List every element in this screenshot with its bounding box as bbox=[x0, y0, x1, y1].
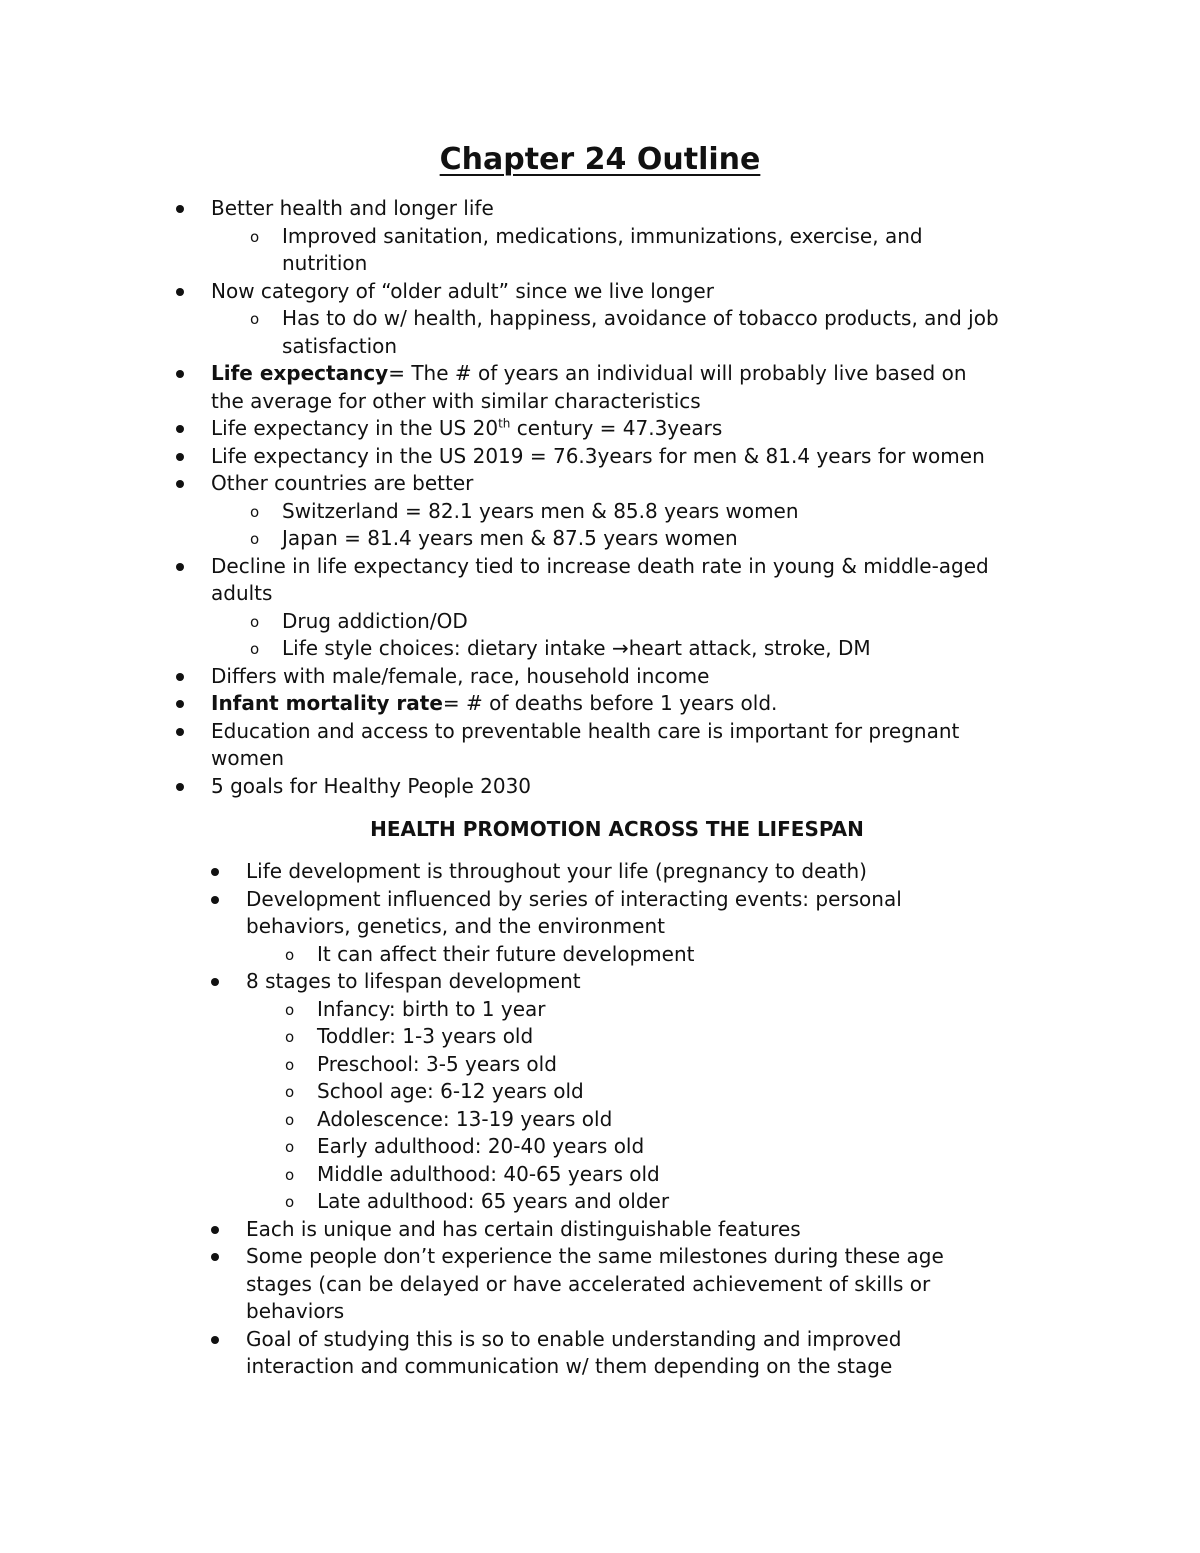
list-item: Life development is throughout your life (pregnancy to death) bbox=[0, 858, 944, 886]
bullet-icon bbox=[176, 453, 184, 461]
sub-bullet-icon: o bbox=[250, 502, 260, 521]
list-item: Life expectancy in the US 2019 = 76.3years for men & 81.4 years for women bbox=[0, 443, 999, 471]
bullet-icon bbox=[211, 1253, 219, 1261]
sub-bullet-icon: o bbox=[285, 945, 295, 964]
bullet-icon bbox=[176, 370, 184, 378]
sub-bullet-icon: o bbox=[250, 310, 260, 328]
list-item: Infant mortality rate= # of deaths before 1 years old. bbox=[0, 690, 999, 718]
sub-bullet-icon: o bbox=[250, 612, 260, 631]
section-heading: HEALTH PROMOTION ACROSS THE LIFESPAN bbox=[370, 817, 864, 841]
list-item: Some people don’t experience the same milestones during these age bbox=[0, 1243, 944, 1271]
sub-list-item: o Middle adulthood: 40-65 years old bbox=[0, 1161, 944, 1189]
list-item: Now category of “older adult” since we live longer bbox=[0, 278, 999, 306]
term-life-expectancy: Life expectancy bbox=[211, 361, 389, 385]
sub-list-item: o Switzerland = 82.1 years men & 85.8 years women bbox=[0, 498, 999, 526]
sub-list-item: o Late adulthood: 65 years and older bbox=[0, 1188, 944, 1216]
sub-bullet-icon: o bbox=[285, 1083, 295, 1101]
lifespan-list bbox=[0, 858, 944, 1381]
list-item-continuation: nutrition bbox=[282, 251, 368, 275]
list-item-continuation: satisfaction bbox=[282, 333, 398, 358]
sub-list-item: o It can affect their future development bbox=[0, 941, 944, 969]
sub-bullet-icon: o bbox=[285, 1055, 295, 1074]
list-item: Other countries are better bbox=[0, 470, 999, 498]
sub-bullet-icon: o bbox=[285, 1193, 295, 1211]
sub-list-item: o Adolescence: 13-19 years old bbox=[0, 1106, 944, 1134]
list-item-continuation: women bbox=[211, 746, 285, 770]
sub-bullet-icon: o bbox=[285, 1138, 295, 1156]
bullet-icon bbox=[176, 700, 184, 708]
bullet-icon bbox=[211, 978, 219, 986]
sub-list-item: o Life style choices: dietary intake →heart attack, stroke, DM bbox=[0, 635, 999, 663]
bullet-icon bbox=[176, 563, 184, 571]
list-item-continuation: behaviors bbox=[246, 1299, 345, 1323]
sub-list-item: o Japan = 81.4 years men & 87.5 years women bbox=[0, 525, 999, 553]
list-item: Goal of studying this is so to enable understanding and improved bbox=[0, 1326, 944, 1354]
list-item-continuation: stages (can be delayed or have accelerated achievement of skills or bbox=[246, 1271, 931, 1296]
sub-bullet-icon: o bbox=[285, 1165, 295, 1184]
sub-list-item: o Has to do w/ health, happiness, avoidance of tobacco products, and job bbox=[0, 305, 999, 333]
bullet-icon bbox=[211, 896, 219, 904]
list-item: Differs with male/female, race, household income bbox=[0, 663, 999, 691]
list-item: Life expectancy in the US 20th century = 47.3years bbox=[0, 415, 999, 443]
sub-bullet-icon: o bbox=[285, 1110, 295, 1129]
page-title: Chapter 24 Outline bbox=[439, 142, 761, 177]
list-item-continuation: behaviors, genetics, and the environment bbox=[246, 914, 665, 938]
sub-bullet-icon: o bbox=[250, 640, 260, 658]
bullet-icon bbox=[176, 480, 184, 488]
sub-bullet-icon: o bbox=[285, 1028, 295, 1046]
sub-bullet-icon: o bbox=[250, 227, 260, 246]
list-item: 5 goals for Healthy People 2030 bbox=[0, 773, 999, 801]
bullet-icon bbox=[211, 1336, 219, 1344]
sub-list-item: o School age: 6-12 years old bbox=[0, 1078, 944, 1106]
list-item-continuation: interaction and communication w/ them depending on the stage bbox=[246, 1354, 893, 1378]
bullet-icon bbox=[176, 728, 184, 736]
sub-list-item: o Preschool: 3-5 years old bbox=[0, 1051, 944, 1079]
list-item-continuation: adults bbox=[211, 581, 273, 605]
sub-list-item: o Toddler: 1-3 years old bbox=[0, 1023, 944, 1051]
sub-list-item: o Early adulthood: 20-40 years old bbox=[0, 1133, 944, 1161]
sub-list-item: o Drug addiction/OD bbox=[0, 608, 999, 636]
term-infant-mortality-rate: Infant mortality rate bbox=[211, 691, 443, 715]
sub-bullet-icon: o bbox=[285, 1000, 295, 1019]
sub-list-item: o Infancy: birth to 1 year bbox=[0, 996, 944, 1024]
bullet-icon bbox=[211, 1226, 219, 1234]
sub-list-item: o Improved sanitation, medications, immunizations, exercise, and bbox=[0, 223, 999, 251]
bullet-icon bbox=[176, 288, 184, 296]
bullet-icon bbox=[176, 425, 184, 433]
bullet-icon bbox=[176, 673, 184, 681]
list-item: Education and access to preventable health care is important for pregnant bbox=[0, 718, 999, 746]
list-item: Decline in life expectancy tied to increase death rate in young & middle-aged bbox=[0, 553, 999, 581]
list-item: 8 stages to lifespan development bbox=[0, 968, 944, 996]
bullet-icon bbox=[176, 783, 184, 791]
list-item-continuation: the average for other with similar characteristics bbox=[211, 388, 701, 413]
list-item: Each is unique and has certain distinguishable features bbox=[0, 1216, 944, 1244]
list-item: Better health and longer life bbox=[0, 195, 999, 223]
list-item: Life expectancy= The # of years an individual will probably live based on bbox=[0, 360, 999, 388]
arrow-right-icon: → bbox=[611, 636, 629, 660]
sub-bullet-icon: o bbox=[250, 530, 260, 548]
bullet-icon bbox=[176, 205, 184, 213]
outline-list bbox=[0, 195, 999, 800]
bullet-icon bbox=[211, 868, 219, 876]
list-item: Development influenced by series of interacting events: personal bbox=[0, 886, 944, 914]
